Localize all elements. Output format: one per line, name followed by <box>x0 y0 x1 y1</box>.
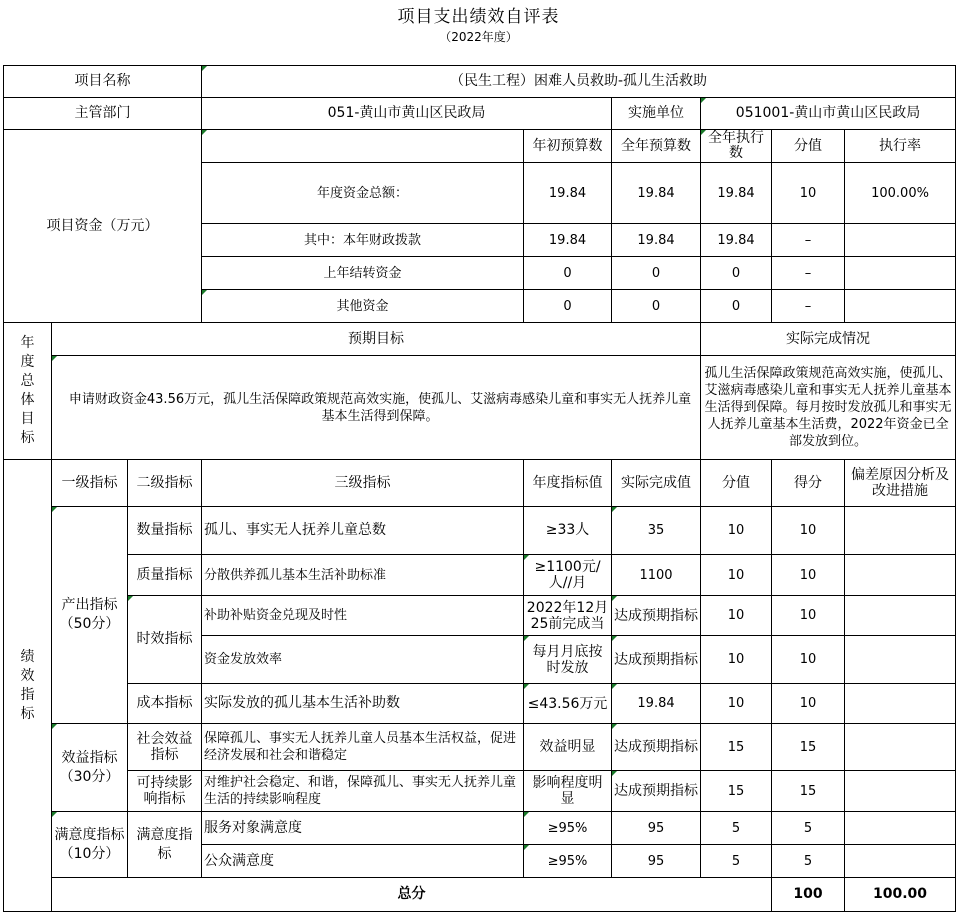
indicator-score: 15 <box>701 724 772 771</box>
funds-header: 分值 <box>772 130 845 163</box>
indicator-remark <box>845 596 956 636</box>
indicator-header: 偏差原因分析及改进措施 <box>845 460 956 507</box>
report-year: （2022年度） <box>439 30 518 44</box>
indicator-got: 10 <box>772 636 845 684</box>
funds-cell: 19.84 <box>524 224 612 257</box>
indicator-remark <box>845 812 956 845</box>
indicators-label: 绩效指标 <box>4 460 52 912</box>
table-row <box>4 555 956 596</box>
total-row <box>4 878 956 912</box>
funds-header: 执行率 <box>845 130 956 163</box>
satisfaction-indicator-label: 满意度指标（10分） <box>52 812 128 878</box>
indicator-actual: 95 <box>612 812 701 845</box>
indicator-actual: 达成预期指标 <box>612 771 701 812</box>
goals-content-row <box>4 356 956 460</box>
indicator-remark <box>845 771 956 812</box>
dept-label: 主管部门 <box>4 98 202 130</box>
indicator-header: 得分 <box>772 460 845 507</box>
indicator-header: 实际完成值 <box>612 460 701 507</box>
funds-label: 项目资金（万元） <box>4 130 202 323</box>
funds-cell: 19.84 <box>612 224 701 257</box>
quality-indicator-label: 质量指标 <box>128 555 202 596</box>
department-row <box>4 98 956 130</box>
quantity-indicator-label: 数量指标 <box>128 507 202 555</box>
funds-cell: 0 <box>612 257 701 290</box>
indicators-header-row <box>4 460 956 507</box>
project-name-label: 项目名称 <box>4 66 202 98</box>
total-score: 100 <box>772 878 845 912</box>
indicator-remark <box>845 636 956 684</box>
cost-indicator-label: 成本指标 <box>128 684 202 724</box>
table-row <box>4 596 956 636</box>
indicator-remark <box>845 507 956 555</box>
indicator-target: ≥95% <box>524 845 612 878</box>
indicator-score: 10 <box>701 507 772 555</box>
indicator-name: 分散供养孤儿基本生活补助标准 <box>202 555 524 596</box>
indicator-score: 10 <box>701 636 772 684</box>
page-title: 项目支出绩效自评表 <box>397 7 560 27</box>
indicator-header: 一级指标 <box>52 460 128 507</box>
actual-result-label: 实际完成情况 <box>701 323 956 356</box>
total-got: 100.00 <box>845 878 956 912</box>
indicator-name: 补助补贴资金兑现及时性 <box>202 596 524 636</box>
indicator-actual: 1100 <box>612 555 701 596</box>
project-name-row <box>4 66 956 98</box>
table-row <box>4 684 956 724</box>
indicator-target: 影响程度明显 <box>524 771 612 812</box>
total-label: 总分 <box>52 878 772 912</box>
funds-header-blank <box>202 130 524 163</box>
indicator-score: 10 <box>701 684 772 724</box>
table-row <box>4 771 956 812</box>
indicator-got: 10 <box>772 596 845 636</box>
funds-row-label: 其中：本年财政拨款 <box>202 224 524 257</box>
indicator-actual: 19.84 <box>612 684 701 724</box>
evaluation-table <box>3 65 956 912</box>
funds-cell: 19.84 <box>701 163 772 224</box>
satisfaction-sub-label: 满意度指标 <box>128 812 202 878</box>
funds-cell: – <box>772 257 845 290</box>
indicator-actual: 35 <box>612 507 701 555</box>
indicator-target: ≥95% <box>524 812 612 845</box>
benefit-indicator-label: 效益指标（30分） <box>52 724 128 812</box>
indicator-got: 10 <box>772 507 845 555</box>
funds-row-label: 上年结转资金 <box>202 257 524 290</box>
indicator-got: 15 <box>772 724 845 771</box>
indicator-actual: 达成预期指标 <box>612 596 701 636</box>
indicator-header: 三级指标 <box>202 460 524 507</box>
funds-cell <box>845 290 956 323</box>
indicator-header: 年度指标值 <box>524 460 612 507</box>
funds-cell <box>845 224 956 257</box>
impl-value: 051001-黄山市黄山区民政局 <box>701 98 956 130</box>
table-row <box>4 507 956 555</box>
funds-cell: – <box>772 224 845 257</box>
indicator-got: 10 <box>772 684 845 724</box>
funds-cell: 0 <box>524 257 612 290</box>
indicator-actual: 达成预期指标 <box>612 636 701 684</box>
indicator-target: 2022年12月25前完成当 <box>524 596 612 636</box>
indicator-header: 分值 <box>701 460 772 507</box>
project-name-value: （民生工程）困难人员救助-孤儿生活救助 <box>202 66 956 98</box>
indicator-score: 10 <box>701 555 772 596</box>
indicator-target: 每月月底按时发放 <box>524 636 612 684</box>
sustain-indicator-label: 可持续影响指标 <box>128 771 202 812</box>
indicator-remark <box>845 724 956 771</box>
funds-row-label: 其他资金 <box>202 290 524 323</box>
indicator-name: 公众满意度 <box>202 845 524 878</box>
indicator-remark <box>845 555 956 596</box>
dept-value: 051-黄山市黄山区民政局 <box>202 98 612 130</box>
funds-header: 全年执行数 <box>701 130 772 163</box>
indicator-actual: 达成预期指标 <box>612 724 701 771</box>
funds-cell: 100.00% <box>845 163 956 224</box>
indicator-actual: 95 <box>612 845 701 878</box>
indicator-target: ≤43.56万元 <box>524 684 612 724</box>
indicator-name: 孤儿、事实无人抚养儿童总数 <box>202 507 524 555</box>
indicator-name: 保障孤儿、事实无人抚养儿童人员基本生活权益，促进经济发展和社会和谐稳定 <box>202 724 524 771</box>
table-row <box>4 724 956 771</box>
actual-result-text: 孤儿生活保障政策规范高效实施，使孤儿、艾滋病毒感染儿童和事实无人抚养儿童基本生活得到保障。每月按时发放孤儿和事实无人抚养儿童基本生活费，2022年资金已全部发放到位。 <box>701 356 956 460</box>
funds-cell: 0 <box>524 290 612 323</box>
social-benefit-label: 社会效益指标 <box>128 724 202 771</box>
indicator-got: 15 <box>772 771 845 812</box>
indicator-name: 对维护社会稳定、和谐，保障孤儿、事实无人抚养儿童生活的持续影响程度 <box>202 771 524 812</box>
funds-cell: 0 <box>612 290 701 323</box>
indicator-target: ≥33人 <box>524 507 612 555</box>
funds-header: 全年预算数 <box>612 130 701 163</box>
goals-header-row <box>4 323 956 356</box>
indicator-score: 5 <box>701 845 772 878</box>
funds-cell: – <box>772 290 845 323</box>
indicator-score: 5 <box>701 812 772 845</box>
table-row <box>4 812 956 845</box>
indicator-remark <box>845 845 956 878</box>
indicator-name: 服务对象满意度 <box>202 812 524 845</box>
indicator-header: 二级指标 <box>128 460 202 507</box>
funds-header-row <box>4 130 956 163</box>
indicator-got: 5 <box>772 812 845 845</box>
indicator-got: 5 <box>772 845 845 878</box>
funds-cell: 10 <box>772 163 845 224</box>
funds-cell: 19.84 <box>612 163 701 224</box>
indicator-name: 资金发放效率 <box>202 636 524 684</box>
funds-cell: 19.84 <box>524 163 612 224</box>
indicator-got: 10 <box>772 555 845 596</box>
funds-cell: 19.84 <box>701 224 772 257</box>
indicator-target: 效益明显 <box>524 724 612 771</box>
impl-label: 实施单位 <box>612 98 701 130</box>
expected-goal-text: 申请财政资金43.56万元，孤儿生活保障政策规范高效实施，使孤儿、艾滋病毒感染儿童和事实无人抚养儿童基本生活得到保障。 <box>52 356 701 460</box>
indicator-score: 10 <box>701 596 772 636</box>
indicator-remark <box>845 684 956 724</box>
indicator-target: ≥1100元/人//月 <box>524 555 612 596</box>
output-indicator-label: 产出指标（50分） <box>52 507 128 724</box>
funds-cell <box>845 257 956 290</box>
funds-row-label: 年度资金总额： <box>202 163 524 224</box>
funds-cell: 0 <box>701 257 772 290</box>
timeliness-indicator-label: 时效指标 <box>128 596 202 684</box>
goals-label: 年度总体目标 <box>4 323 52 460</box>
expected-goal-label: 预期目标 <box>52 323 701 356</box>
indicator-score: 15 <box>701 771 772 812</box>
indicator-name: 实际发放的孤儿基本生活补助数 <box>202 684 524 724</box>
funds-cell: 0 <box>701 290 772 323</box>
funds-header: 年初预算数 <box>524 130 612 163</box>
